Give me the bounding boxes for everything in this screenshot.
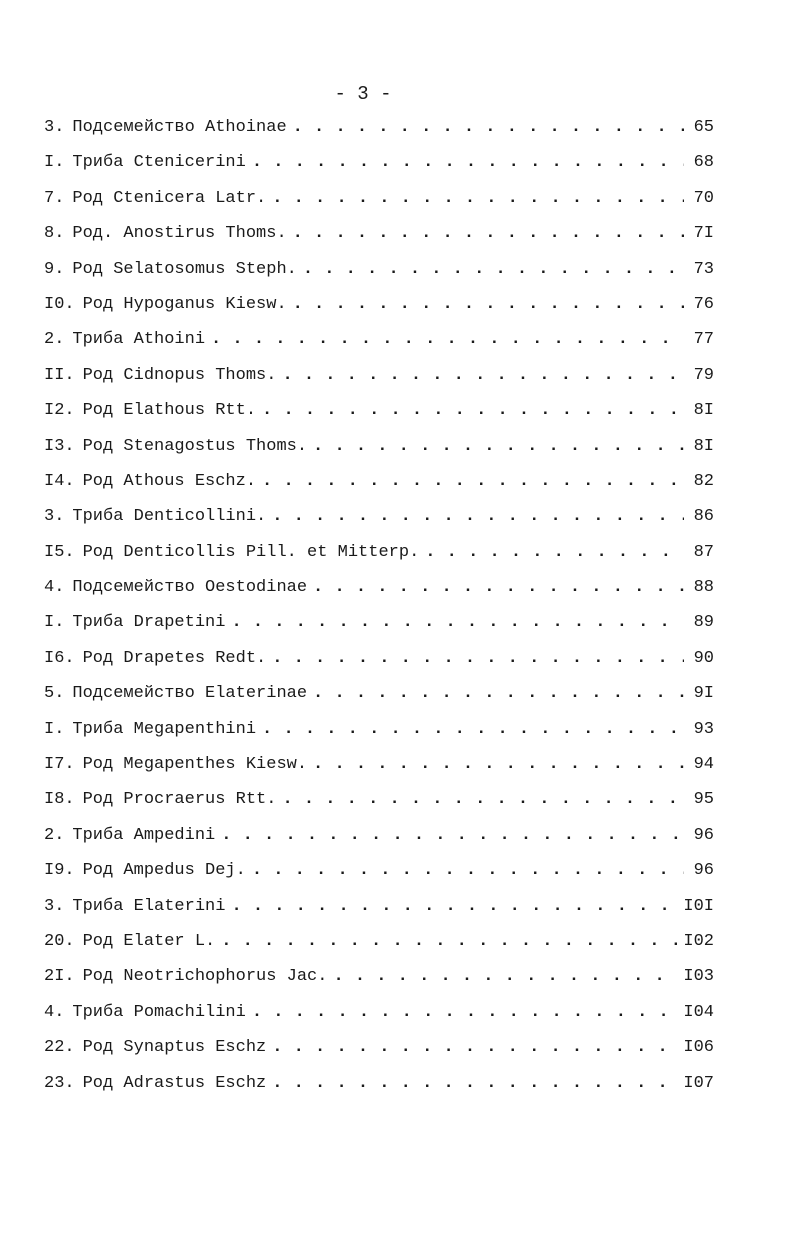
entry-title: Род Drapetes Redt. — [82, 648, 267, 668]
entry-page: 95 — [693, 790, 714, 810]
entry-title: Триба Drapetini — [72, 613, 226, 633]
toc-entry — [44, 1074, 714, 1109]
entry-page: I0I — [683, 896, 714, 916]
toc-entry — [44, 755, 714, 790]
toc-entry — [44, 932, 714, 967]
dot-leader — [282, 366, 684, 385]
entry-title: Подсемейство Elaterinae — [72, 684, 308, 704]
toc-entry — [44, 684, 714, 719]
entry-title: Род Cidnopus Thoms. — [82, 365, 277, 385]
entry-number: 23. — [44, 1073, 75, 1093]
toc-entry — [44, 153, 714, 188]
entry-number: I. — [44, 613, 65, 633]
toc-entry — [44, 437, 714, 472]
entry-page: 82 — [693, 471, 714, 491]
dot-leader — [221, 826, 684, 845]
entry-page: 68 — [693, 153, 714, 173]
entry-title: Триба Elaterini — [72, 896, 226, 916]
toc-entry — [44, 720, 714, 755]
toc-entry — [44, 967, 714, 1002]
entry-number: I. — [44, 719, 65, 739]
toc-entry — [44, 897, 714, 932]
entry-number: 4. — [44, 1002, 65, 1022]
dot-leader — [313, 578, 684, 597]
entry-page: 77 — [693, 330, 714, 350]
entry-title: Род Stenagostus Thoms. — [82, 436, 308, 456]
entry-number: 22. — [44, 1038, 75, 1058]
entry-number: I3. — [44, 436, 75, 456]
entry-number: I2. — [44, 401, 75, 421]
entry-page: 86 — [693, 507, 714, 527]
dot-leader — [262, 720, 684, 739]
dot-leader — [252, 1003, 678, 1022]
entry-title: Род Ampedus Dej. — [82, 861, 246, 881]
entry-title: Подсемейство Athoinae — [72, 118, 287, 137]
dot-leader — [272, 189, 684, 208]
entry-title: Род Procraerus Rtt. — [82, 790, 277, 810]
toc-entry — [44, 613, 714, 648]
entry-page: 96 — [693, 825, 714, 845]
entry-page: I04 — [683, 1002, 714, 1022]
entry-page: 88 — [693, 578, 714, 598]
entry-title: Род Denticollis Pill. et Mitterp. — [82, 542, 420, 562]
entry-title: Род Hypoganus Kiesw. — [82, 294, 287, 314]
dot-leader — [221, 932, 677, 951]
toc-entry — [44, 507, 714, 542]
entry-title: Триба Pomachilini — [72, 1002, 246, 1022]
entry-page: 87 — [693, 542, 714, 562]
entry-page: 96 — [693, 861, 714, 881]
toc-entry — [44, 295, 714, 330]
dot-leader — [293, 295, 684, 314]
entry-number: I9. — [44, 861, 75, 881]
entry-number: I5. — [44, 542, 75, 562]
entry-title: Род Megapenthes Kiesw. — [82, 755, 308, 775]
dot-leader — [293, 224, 684, 243]
entry-number: 3. — [44, 507, 65, 527]
entry-page: I02 — [683, 931, 714, 951]
dot-leader — [272, 507, 684, 526]
entry-number: I4. — [44, 471, 75, 491]
entry-title: Род Synaptus Eschz — [82, 1038, 267, 1058]
dot-leader — [231, 897, 677, 916]
entry-page: I03 — [683, 967, 714, 987]
dot-leader — [425, 543, 684, 562]
entry-page: I06 — [683, 1038, 714, 1058]
entry-title: Род Selatosomus Steph. — [72, 259, 297, 279]
dot-leader — [262, 401, 684, 420]
entry-number: 2. — [44, 330, 65, 350]
entry-page: 89 — [693, 613, 714, 633]
dot-leader — [272, 1038, 677, 1057]
entry-number: 2I. — [44, 967, 75, 987]
toc-entry — [44, 826, 714, 861]
entry-number: I8. — [44, 790, 75, 810]
entry-title: Род Elathous Rtt. — [82, 401, 257, 421]
toc-entry — [44, 366, 714, 401]
entry-title: Род Ctenicera Latr. — [72, 188, 267, 208]
entry-number: I0. — [44, 294, 75, 314]
entry-title: Подсемейство Oestodinae — [72, 578, 308, 598]
entry-number: 9. — [44, 259, 65, 279]
entry-title: Триба Ctenicerini — [72, 153, 246, 173]
dot-leader — [303, 260, 684, 279]
entry-number: 5. — [44, 684, 65, 704]
entry-number: 8. — [44, 224, 65, 244]
entry-number: I7. — [44, 755, 75, 775]
entry-page: I07 — [683, 1073, 714, 1093]
entry-page: 94 — [693, 755, 714, 775]
dot-leader — [272, 649, 684, 668]
entry-number: I6. — [44, 648, 75, 668]
entry-title: Род Neotrichophorus Jac. — [82, 967, 328, 987]
entry-title: Род Adrastus Eschz — [82, 1073, 267, 1093]
table-of-contents — [44, 118, 714, 1109]
entry-page: 76 — [693, 294, 714, 314]
toc-entry — [44, 401, 714, 436]
dot-leader — [313, 684, 684, 703]
entry-page: 8I — [693, 401, 714, 421]
toc-entry — [44, 224, 714, 259]
page-number: - 3 - — [334, 83, 392, 105]
toc-entry — [44, 543, 714, 578]
dot-leader — [313, 755, 684, 774]
entry-number: 3. — [44, 118, 65, 137]
dot-leader — [272, 1074, 677, 1093]
entry-page: 8I — [693, 436, 714, 456]
dot-leader — [333, 967, 677, 986]
dot-leader — [313, 437, 684, 456]
entry-number: 7. — [44, 188, 65, 208]
dot-leader — [252, 153, 684, 172]
entry-title: Триба Megapenthini — [72, 719, 257, 739]
dot-leader — [252, 861, 684, 880]
entry-page: 90 — [693, 648, 714, 668]
toc-entry — [44, 118, 714, 153]
entry-title: Триба Ampedini — [72, 825, 216, 845]
dot-leader — [282, 790, 684, 809]
entry-title: Род. Anostirus Thoms. — [72, 224, 287, 244]
toc-entry — [44, 578, 714, 613]
toc-entry — [44, 861, 714, 896]
entry-number: I. — [44, 153, 65, 173]
toc-entry — [44, 649, 714, 684]
dot-leader — [231, 613, 684, 632]
toc-entry — [44, 472, 714, 507]
entry-title: Род Athous Eschz. — [82, 471, 257, 491]
entry-page: 70 — [693, 188, 714, 208]
toc-entry — [44, 260, 714, 295]
entry-title: Триба Denticollini. — [72, 507, 267, 527]
toc-entry — [44, 790, 714, 825]
toc-entry — [44, 189, 714, 224]
entry-number: 2. — [44, 825, 65, 845]
entry-number: 4. — [44, 578, 65, 598]
entry-page: 65 — [693, 118, 714, 137]
entry-number: II. — [44, 365, 75, 385]
entry-page: 93 — [693, 719, 714, 739]
entry-number: 3. — [44, 896, 65, 916]
dot-leader — [211, 330, 684, 349]
entry-number: 20. — [44, 931, 75, 951]
entry-page: 7I — [693, 224, 714, 244]
entry-page: 79 — [693, 365, 714, 385]
entry-page: 9I — [693, 684, 714, 704]
dot-leader — [293, 118, 684, 137]
toc-entry — [44, 330, 714, 365]
toc-entry — [44, 1038, 714, 1073]
toc-entry — [44, 1003, 714, 1038]
entry-title: Триба Athoini — [72, 330, 206, 350]
dot-leader — [262, 472, 684, 491]
entry-page: 73 — [693, 259, 714, 279]
entry-title: Род Elater L. — [82, 931, 216, 951]
